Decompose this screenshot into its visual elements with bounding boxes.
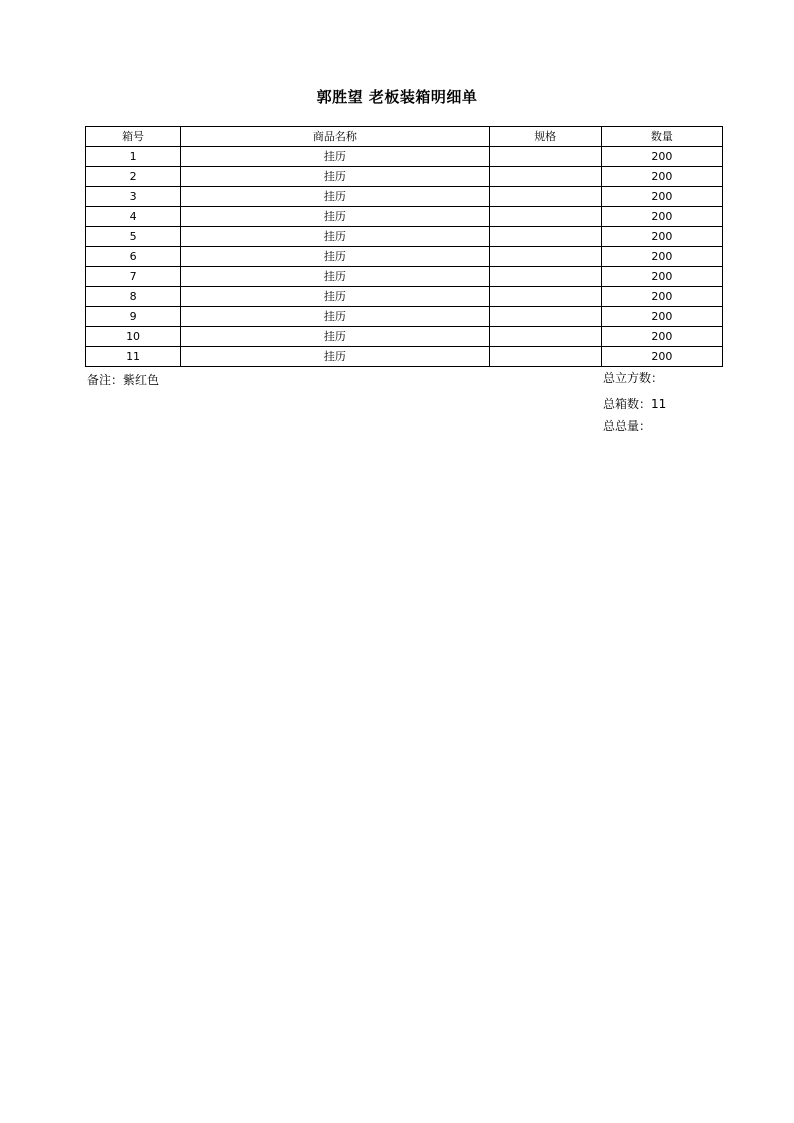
cell-quantity: 200 <box>601 247 722 267</box>
table-row <box>86 287 723 307</box>
cell-product-name: 挂历 <box>181 187 489 207</box>
cell-quantity: 200 <box>601 227 722 247</box>
cell-product-name: 挂历 <box>181 247 489 267</box>
cell-box-no: 8 <box>86 287 181 307</box>
table-row <box>86 307 723 327</box>
cell-quantity: 200 <box>601 147 722 167</box>
cell-box-no: 9 <box>86 307 181 327</box>
header-product-name: 商品名称 <box>181 127 489 147</box>
total-volume: 总立方数： <box>603 371 664 385</box>
header-quantity: 数量 <box>601 127 722 147</box>
cell-product-name: 挂历 <box>181 307 489 327</box>
cell-quantity: 200 <box>601 267 722 287</box>
cell-spec <box>489 247 601 267</box>
cell-quantity: 200 <box>601 187 722 207</box>
table-row <box>86 267 723 287</box>
cell-spec <box>489 227 601 247</box>
cell-spec <box>489 327 601 347</box>
packing-table <box>85 126 723 367</box>
header-spec: 规格 <box>489 127 601 147</box>
cell-box-no: 1 <box>86 147 181 167</box>
cell-box-no: 4 <box>86 207 181 227</box>
cell-product-name: 挂历 <box>181 147 489 167</box>
cell-quantity: 200 <box>601 207 722 227</box>
cell-box-no: 2 <box>86 167 181 187</box>
cell-spec <box>489 147 601 167</box>
cell-quantity: 200 <box>601 347 722 367</box>
cell-spec <box>489 207 601 227</box>
cell-product-name: 挂历 <box>181 327 489 347</box>
cell-product-name: 挂历 <box>181 167 489 187</box>
table-row <box>86 247 723 267</box>
cell-spec <box>489 167 601 187</box>
table-row <box>86 167 723 187</box>
cell-box-no: 6 <box>86 247 181 267</box>
table-row <box>86 147 723 167</box>
total-weight: 总总量： <box>603 419 652 433</box>
document-title: 郭胜望 老板装箱明细单 <box>316 88 478 106</box>
cell-box-no: 10 <box>86 327 181 347</box>
remarks-note: 备注：紫红色 <box>87 373 160 387</box>
cell-box-no: 3 <box>86 187 181 207</box>
total-boxes: 总箱数：11 <box>603 397 667 411</box>
table-row <box>86 347 723 367</box>
header-box-no: 箱号 <box>86 127 181 147</box>
cell-box-no: 5 <box>86 227 181 247</box>
cell-spec <box>489 187 601 207</box>
table-row <box>86 187 723 207</box>
table-row <box>86 227 723 247</box>
cell-quantity: 200 <box>601 307 722 327</box>
cell-box-no: 11 <box>86 347 181 367</box>
cell-spec <box>489 347 601 367</box>
cell-product-name: 挂历 <box>181 267 489 287</box>
cell-quantity: 200 <box>601 287 722 307</box>
cell-product-name: 挂历 <box>181 227 489 247</box>
cell-spec <box>489 267 601 287</box>
cell-spec <box>489 307 601 327</box>
cell-quantity: 200 <box>601 327 722 347</box>
cell-quantity: 200 <box>601 167 722 187</box>
cell-product-name: 挂历 <box>181 347 489 367</box>
table-row <box>86 327 723 347</box>
table-header-row <box>86 127 723 147</box>
cell-box-no: 7 <box>86 267 181 287</box>
cell-product-name: 挂历 <box>181 207 489 227</box>
cell-spec <box>489 287 601 307</box>
table-row <box>86 207 723 227</box>
cell-product-name: 挂历 <box>181 287 489 307</box>
